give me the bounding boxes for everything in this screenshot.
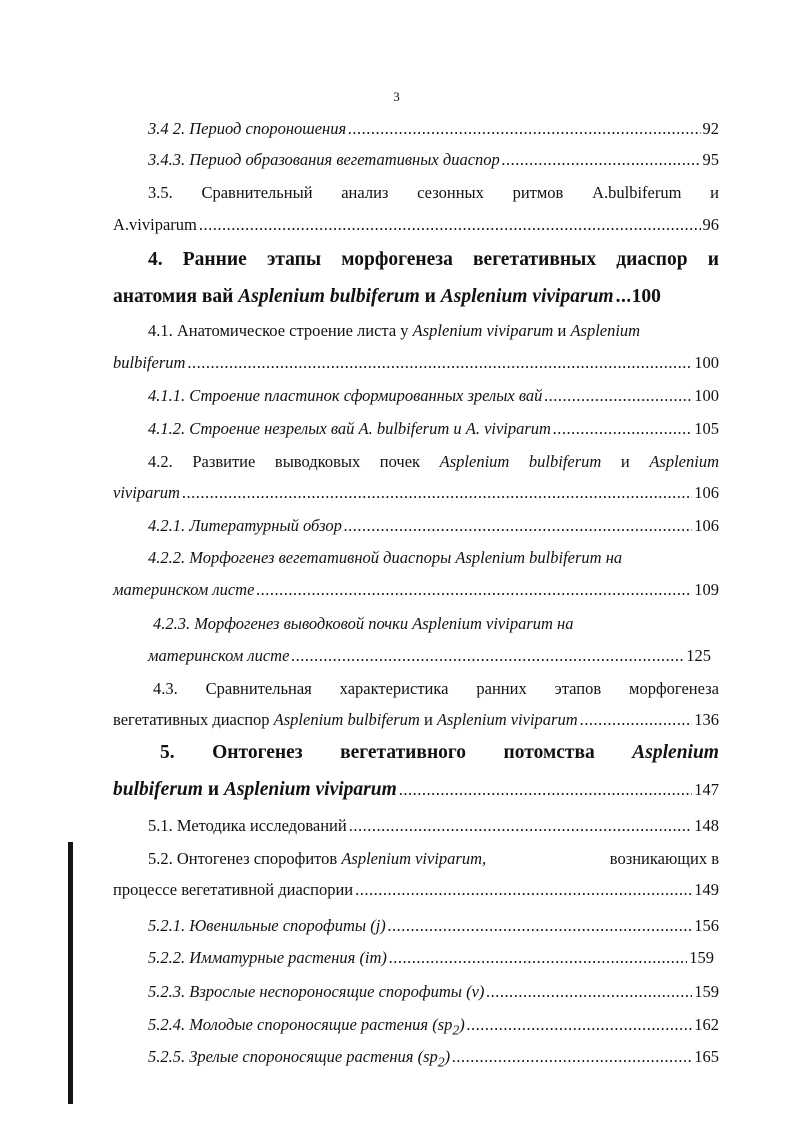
toc-entry-title: Ювенильные спорофиты (j): [189, 916, 386, 935]
toc-chapter-4-line2[interactable]: [113, 286, 719, 308]
toc-entry-word: этапов: [554, 679, 602, 698]
toc-entry-conj: и: [557, 321, 567, 340]
toc-entry-word: характеристика: [339, 679, 449, 698]
toc-entry-page: 106: [694, 516, 719, 535]
leader-dots: [452, 1046, 692, 1068]
toc-entry-title: анатомия вай: [113, 286, 234, 307]
leader-dots: [580, 709, 693, 731]
toc-entry-word: вегетативного: [340, 742, 467, 763]
toc-entry-number: 5.: [160, 742, 175, 763]
leader-dots: [348, 118, 700, 140]
toc-entry-word: Ранние: [182, 249, 247, 270]
toc-entry-word: Asplenium: [632, 742, 719, 763]
toc-entry-title: Морфогенез вегетативной диаспоры Asplenium bulbiferum на: [189, 548, 623, 567]
leader-dots: [486, 981, 692, 1003]
toc-entry-4-1-line2[interactable]: [113, 352, 719, 374]
species-name: Asplenium bulbiferum: [273, 710, 420, 729]
species-name: Asplenium: [570, 321, 641, 340]
toc-chapter-5-line2[interactable]: [113, 779, 719, 801]
toc-entry-word: Онтогенез: [212, 742, 303, 763]
toc-entry-number: 4.3.: [153, 679, 178, 698]
species-name: Asplenium viviparum: [223, 779, 397, 800]
toc-entry-title: Морфогенез выводковой почки Asplenium viviparum на: [194, 614, 574, 633]
toc-entry-page: 159: [694, 982, 719, 1001]
toc-entry-title: процессе вегетативной диаспории: [113, 880, 354, 899]
species-name: Asplenium viviparum: [440, 286, 614, 307]
scan-binding-shadow: [68, 842, 73, 1104]
toc-entry-page: 149: [694, 880, 719, 899]
toc-entry-page: 92: [702, 119, 719, 138]
leader-dots: [344, 515, 692, 537]
toc-entry-title: материнском листе: [148, 646, 290, 665]
toc-entry-3-4-2[interactable]: [148, 118, 719, 140]
toc-entry-number: 3.4.3.: [148, 150, 186, 169]
toc-entry-page: 162: [694, 1015, 719, 1034]
toc-entry-word: этапы: [266, 249, 322, 270]
leader-dots: [399, 779, 692, 801]
toc-entry-number: 3.5.: [148, 183, 173, 202]
toc-entry-page: 106: [694, 483, 719, 502]
leader-dots: [187, 352, 692, 374]
toc-entry-word: и: [707, 249, 719, 270]
toc-entry-page: 105: [694, 419, 719, 438]
leader-dots: [502, 149, 701, 171]
leader-dots: [291, 645, 684, 667]
toc-entry-title: viviparum: [113, 483, 180, 502]
toc-entry-number: 4.2.2.: [148, 548, 186, 567]
toc-entry-word: A.bulbiferum: [592, 183, 682, 202]
toc-entry-page: 159: [689, 948, 714, 967]
toc-entry-5-2-5[interactable]: [148, 1046, 719, 1073]
toc-entry-number: 4.1.: [148, 321, 173, 340]
toc-entry-title: Зрелые спороносящие растения $(sp_2)$: [189, 1047, 451, 1070]
toc-entry-page: 100: [694, 353, 719, 372]
toc-entry-4-1-line1[interactable]: [148, 320, 719, 342]
toc-entry-page: 109: [694, 580, 719, 599]
toc-entry-number: 5.1.: [148, 816, 173, 835]
leader-dots: [553, 418, 692, 440]
toc-entry-3-5-line1[interactable]: [148, 182, 719, 204]
toc-entry-word: и: [620, 452, 630, 471]
toc-entry-conj: и: [423, 710, 433, 729]
toc-entry-4-2-1[interactable]: [148, 515, 719, 537]
toc-entry-5-2-1[interactable]: [148, 915, 719, 937]
toc-entry-page: 156: [694, 916, 719, 935]
toc-entry-number: 4.1.2.: [148, 419, 186, 438]
species-name: Asplenium viviparum,: [341, 849, 487, 868]
toc-entry-title: Взрослые неспороносящие спорофиты (v): [189, 982, 485, 1001]
toc-entry-page: 165: [694, 1047, 719, 1066]
toc-entry-word: вегетативных: [473, 249, 597, 270]
toc-entry-word: морфогенеза: [629, 679, 719, 698]
toc-entry-5-2-line1[interactable]: [148, 848, 719, 870]
toc-entry-5-2-2[interactable]: [148, 947, 714, 969]
toc-entry-word: Развитие: [192, 452, 256, 471]
toc-entry-title: материнском листе: [113, 580, 255, 599]
toc-entry-word: ранних: [476, 679, 527, 698]
toc-entry-4-2-line2[interactable]: [113, 482, 719, 504]
toc-entry-title: Анатомическое строение листа у: [176, 321, 409, 340]
toc-entry-word: анализ: [341, 183, 389, 202]
toc-entry-title: Период образования вегетативных диаспор: [189, 150, 500, 169]
toc-entry-page: 95: [702, 150, 719, 169]
toc-entry-title: вегетативных диаспор: [113, 710, 270, 729]
toc-entry-5-2-line2[interactable]: [113, 879, 719, 901]
toc-entry-4-2-3-line1[interactable]: [153, 613, 719, 635]
toc-entry-title: bulbiferum: [113, 353, 186, 372]
toc-entry-word: почек: [379, 452, 421, 471]
toc-entry-number: 4.2.1.: [148, 516, 186, 535]
toc-entry-word: bulbiferum: [528, 452, 602, 471]
toc-entry-word: Сравнительный: [201, 183, 313, 202]
toc-entry-word: выводковых: [274, 452, 361, 471]
toc-entry-title: Молодые спороносящие растения $(sp_2)$: [189, 1015, 465, 1038]
toc-entry-number: 5.2.: [148, 849, 173, 868]
toc-entry-page: 100: [631, 286, 661, 307]
toc-entry-word: Сравнительная: [205, 679, 312, 698]
leader-dots: [182, 482, 692, 504]
toc-entry-number: 4.2.: [148, 452, 173, 471]
toc-entry-page: 136: [694, 710, 719, 729]
species-name: Asplenium viviparum: [412, 321, 554, 340]
toc-entry-title: Литературный обзор: [189, 516, 342, 535]
toc-entry-3-4-3[interactable]: [148, 149, 719, 171]
leader-dots: [349, 815, 693, 837]
species-name: bulbiferum: [113, 779, 203, 800]
toc-entry-word: диаспор: [616, 249, 688, 270]
toc-entry-4-2-2-line2[interactable]: [113, 579, 719, 601]
toc-entry-number: 5.2.1.: [148, 916, 186, 935]
toc-entry-page: 147: [694, 780, 719, 799]
toc-entry-word: морфогенеза: [341, 249, 453, 270]
toc-entry-number: 5.2.4.: [148, 1015, 186, 1034]
toc-entry-word: Asplenium: [649, 452, 719, 471]
leader-dots: [467, 1014, 693, 1036]
toc-chapter-4-line1[interactable]: [148, 249, 719, 271]
page-number: 3: [393, 89, 400, 104]
toc-entry-conj: и: [424, 286, 436, 307]
toc-entry-title: Имматурные растения (im): [189, 948, 387, 967]
toc-entry-4-2-line1[interactable]: [148, 451, 719, 473]
toc-entry-5-2-3[interactable]: [148, 981, 719, 1003]
toc-entry-conj: и: [207, 779, 220, 800]
toc-entry-4-1-2[interactable]: [148, 418, 719, 440]
toc-entry-number: 4.2.3.: [153, 614, 191, 633]
toc-entry-title: Строение незрелых вай A. bulbiferum и A. viviparum: [189, 419, 551, 438]
toc-entry-number: 3.4 2.: [148, 119, 186, 138]
toc-entry-title: возникающих в: [609, 849, 719, 868]
toc-entry-page: 125: [686, 646, 711, 665]
leader-dots: [256, 579, 692, 601]
toc-entry-word: потомства: [503, 742, 595, 763]
leader-dots: [389, 947, 687, 969]
toc-entry-5-2-4[interactable]: [148, 1014, 719, 1041]
toc-entry-5-1[interactable]: [148, 815, 719, 837]
leader-dots: [355, 879, 692, 901]
toc-entry-3-5-line2[interactable]: [113, 214, 719, 236]
species-name: Asplenium bulbiferum: [238, 286, 420, 307]
toc-entry-number: 4.: [148, 249, 163, 270]
toc-entry-number: 4.1.1.: [148, 386, 186, 405]
toc-entry-title: Методика исследований: [176, 816, 347, 835]
toc-entry-word: ритмов: [512, 183, 564, 202]
toc-entry-4-3-line2[interactable]: [113, 709, 719, 731]
leader-dots: [544, 385, 692, 407]
toc-entry-4-2-3-line2[interactable]: [148, 645, 711, 667]
toc-entry-word: Asplenium: [439, 452, 510, 471]
toc-entry-number: 5.2.5.: [148, 1047, 186, 1066]
toc-entry-number: 5.2.2.: [148, 948, 186, 967]
leader-dots: [199, 214, 701, 236]
toc-entry-word: сезонных: [417, 183, 484, 202]
toc-entry-4-1-1[interactable]: [148, 385, 719, 407]
toc-entry-4-2-2-line1[interactable]: [148, 547, 719, 569]
toc-entry-4-3-line1[interactable]: [153, 678, 719, 700]
leader-dots: [616, 286, 630, 308]
leader-dots: [388, 915, 692, 937]
toc-chapter-5-line1[interactable]: [160, 742, 719, 764]
toc-entry-title: A.viviparum: [113, 215, 197, 234]
toc-entry-word: и: [710, 183, 719, 202]
toc-entry-title: Строение пластинок сформированных зрелых вай: [189, 386, 543, 405]
species-name: Asplenium viviparum: [436, 710, 578, 729]
toc-entry-number: 5.2.3.: [148, 982, 186, 1001]
toc-entry-title: Онтогенез спорофитов: [176, 849, 338, 868]
toc-entry-page: 100: [694, 386, 719, 405]
toc-entry-page: 148: [694, 816, 719, 835]
toc-entry-title: Период спороношения: [189, 119, 347, 138]
toc-entry-page: 96: [702, 215, 719, 234]
